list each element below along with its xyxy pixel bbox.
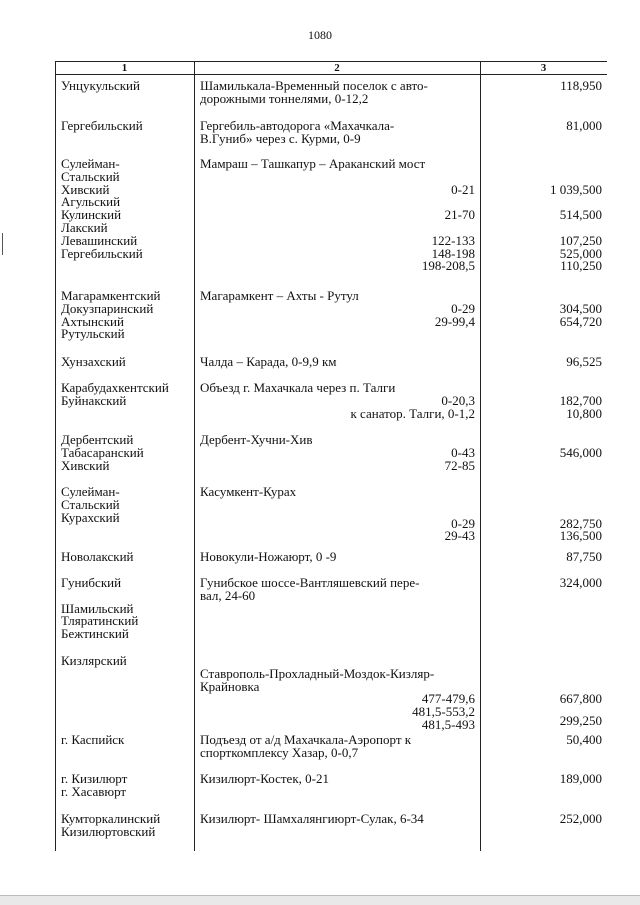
road-name: Шамилькала-Временный поселок с авто- — [200, 78, 428, 93]
district-name: Докузпаринский — [61, 300, 154, 316]
value-cell — [495, 813, 602, 826]
road-segment: 0-20,3 — [441, 392, 475, 408]
road-cell — [200, 158, 475, 273]
district-cell — [61, 577, 194, 641]
road-name: Чалда – Карада, 0-9,9 км — [200, 354, 337, 369]
district-name: Хунзахский — [61, 354, 126, 369]
road-segment: 21-70 — [444, 207, 475, 223]
district-name: Унцукульский — [61, 78, 140, 93]
road-cell — [200, 486, 475, 543]
scan-artifact — [2, 233, 3, 255]
district-name: Кумторкалинский — [61, 811, 161, 826]
value: 282,750 — [559, 515, 602, 531]
road-segment: 481,5-553,2 — [412, 704, 475, 720]
district-name: Стальский — [61, 496, 120, 512]
value: 654,720 — [559, 313, 602, 329]
road-segment: 0-43 — [451, 444, 475, 460]
value: 324,000 — [559, 575, 602, 590]
road-name: Объезд г. Махачкала через п. Талги — [200, 380, 396, 395]
road-segment: к санатор. Талги, 0-1,2 — [350, 405, 475, 421]
district-cell — [61, 773, 194, 799]
value: 107,250 — [559, 232, 602, 248]
district-name: Хивский — [61, 457, 110, 473]
district-name: Гергебильский — [61, 118, 143, 133]
district-cell — [61, 434, 194, 472]
district-name: Табасаранский — [61, 444, 144, 460]
value-cell — [495, 434, 602, 460]
value: 525,000 — [559, 245, 602, 261]
road-segment: 481,5-493 — [421, 716, 475, 732]
value-cell — [495, 290, 602, 328]
value: 136,500 — [559, 528, 602, 544]
value-cell — [495, 734, 602, 747]
district-name: Лакский — [61, 219, 108, 235]
district-cell — [61, 551, 194, 564]
road-name: Дербент-Хучни-Хив — [200, 432, 313, 447]
value: 304,500 — [559, 300, 602, 316]
road-segment: 198-208,5 — [421, 258, 475, 274]
value-cell — [495, 382, 602, 420]
road-cell — [200, 734, 475, 760]
road-cell — [200, 80, 475, 106]
road-cell — [200, 773, 475, 786]
district-name: Левашинский — [61, 232, 138, 248]
value-cell — [495, 655, 602, 728]
district-name: Ахтынский — [61, 313, 124, 329]
value: 667,800 — [559, 691, 602, 707]
value: 81,000 — [566, 118, 602, 133]
road-cell — [200, 290, 475, 328]
road-cell — [200, 382, 475, 420]
district-cell — [61, 120, 194, 133]
value-cell — [495, 158, 602, 273]
road-name: Гунибское шоссе-Вантляшевский пере- — [200, 575, 420, 590]
road-name: Новокули-Ножаюрт, 0 -9 — [200, 549, 337, 564]
road-name: Гергебиль-автодорога «Махачкала- — [200, 118, 395, 133]
roads-table — [55, 61, 607, 853]
district-name: Рутульский — [61, 326, 125, 342]
district-name: Буйнакский — [61, 392, 127, 408]
road-segment: 0-21 — [451, 181, 475, 197]
road-cell — [200, 434, 475, 472]
value: 514,500 — [559, 207, 602, 223]
header-col-2: 2 — [334, 62, 340, 74]
road-name: В.Гуниб» через с. Курми, 0-9 — [200, 130, 361, 146]
district-cell — [61, 813, 194, 839]
value-cell — [495, 80, 602, 93]
value-cell — [495, 486, 602, 543]
road-cell — [200, 813, 475, 826]
road-segment: 0-29 — [451, 300, 475, 316]
page-bottom-edge — [0, 896, 640, 905]
district-cell — [61, 80, 194, 93]
district-name: Гергебильский — [61, 245, 143, 261]
value: 87,750 — [566, 549, 602, 564]
value: 182,700 — [559, 392, 602, 408]
value: 1 039,500 — [550, 181, 602, 197]
district-name: Гунибский — [61, 575, 122, 590]
district-name: Кизилюртовский — [61, 823, 156, 839]
district-name: Сулейман- — [61, 156, 120, 171]
district-name: Шамильский — [61, 600, 134, 616]
value: 110,250 — [560, 258, 602, 274]
road-name: Кизилюрт-Костек, 0-21 — [200, 771, 329, 786]
road-cell — [200, 577, 475, 603]
value-cell — [495, 120, 602, 133]
district-name: г. Каспийск — [61, 732, 125, 747]
district-cell — [61, 486, 194, 524]
district-name: Магарамкентский — [61, 288, 161, 303]
value: 118,950 — [560, 78, 602, 93]
district-name: Хивский — [61, 181, 110, 197]
value: 299,250 — [559, 713, 602, 729]
column-divider-2 — [480, 61, 481, 851]
district-name: Бежтинский — [61, 626, 129, 642]
road-segment: 0-29 — [451, 515, 475, 531]
district-name: Агульский — [61, 194, 121, 210]
road-segment: 477-479,6 — [421, 691, 475, 707]
road-cell — [200, 551, 475, 564]
road-cell — [200, 655, 475, 732]
district-cell — [61, 290, 194, 341]
road-name: спорткомплексу Хазар, 0-0,7 — [200, 744, 359, 760]
road-cell — [200, 356, 475, 369]
road-cell — [200, 120, 475, 146]
district-cell — [61, 734, 194, 747]
value: 10,800 — [566, 405, 602, 421]
road-name: Магарамкент – Ахты - Рутул — [200, 288, 359, 303]
road-segment: 148-198 — [431, 245, 475, 261]
road-name: Крайновка — [200, 678, 260, 694]
value: 252,000 — [559, 811, 602, 826]
road-segment: 29-43 — [444, 528, 475, 544]
header-col-3: 3 — [540, 62, 547, 74]
road-segment: 29-99,4 — [434, 313, 475, 329]
table-left-border — [55, 61, 56, 851]
value-cell — [495, 356, 602, 369]
district-name: Стальский — [61, 168, 120, 184]
district-name: Новолакский — [61, 549, 134, 564]
district-cell — [61, 655, 194, 668]
district-name: Кизлярский — [61, 653, 127, 668]
district-name: Кулинский — [61, 207, 122, 223]
district-cell — [61, 356, 194, 369]
district-name: Сулейман- — [61, 484, 120, 499]
district-name: Карабудахкентский — [61, 380, 169, 395]
district-cell — [61, 382, 194, 408]
district-name: г. Хасавюрт — [61, 783, 127, 799]
road-name: дорожными тоннелями, 0-12,2 — [200, 90, 369, 106]
district-name: Тляратинский — [61, 613, 139, 629]
value-cell — [495, 773, 602, 786]
road-segment: 72-85 — [444, 457, 475, 473]
road-name: Мамраш – Ташкапур – Араканский мост — [200, 156, 426, 171]
district-cell — [61, 158, 194, 260]
value: 50,400 — [566, 732, 602, 747]
value-cell — [495, 551, 602, 564]
district-name: Дербентский — [61, 432, 134, 447]
district-name: г. Кизилюрт — [61, 771, 128, 786]
district-name: Курахский — [61, 509, 120, 525]
road-name: Кизилюрт- Шамхалянгиюрт-Сулак, 6-34 — [200, 811, 424, 826]
column-divider-1 — [194, 61, 195, 851]
header-bottom-border — [55, 74, 607, 75]
road-name: Подъезд от а/д Махачкала-Аэропорт к — [200, 732, 412, 747]
value: 189,000 — [559, 771, 602, 786]
road-name: вал, 24-60 — [200, 587, 256, 603]
header-col-1: 1 — [121, 62, 128, 74]
page-number: 1080 — [308, 28, 332, 42]
road-segment: 122-133 — [431, 232, 475, 248]
road-name: Ставрополь-Прохладный-Моздок-Кизляр- — [200, 665, 435, 681]
value-cell — [495, 577, 602, 590]
value: 96,525 — [566, 354, 602, 369]
value: 546,000 — [559, 444, 602, 460]
road-name: Касумкент-Курах — [200, 484, 297, 499]
